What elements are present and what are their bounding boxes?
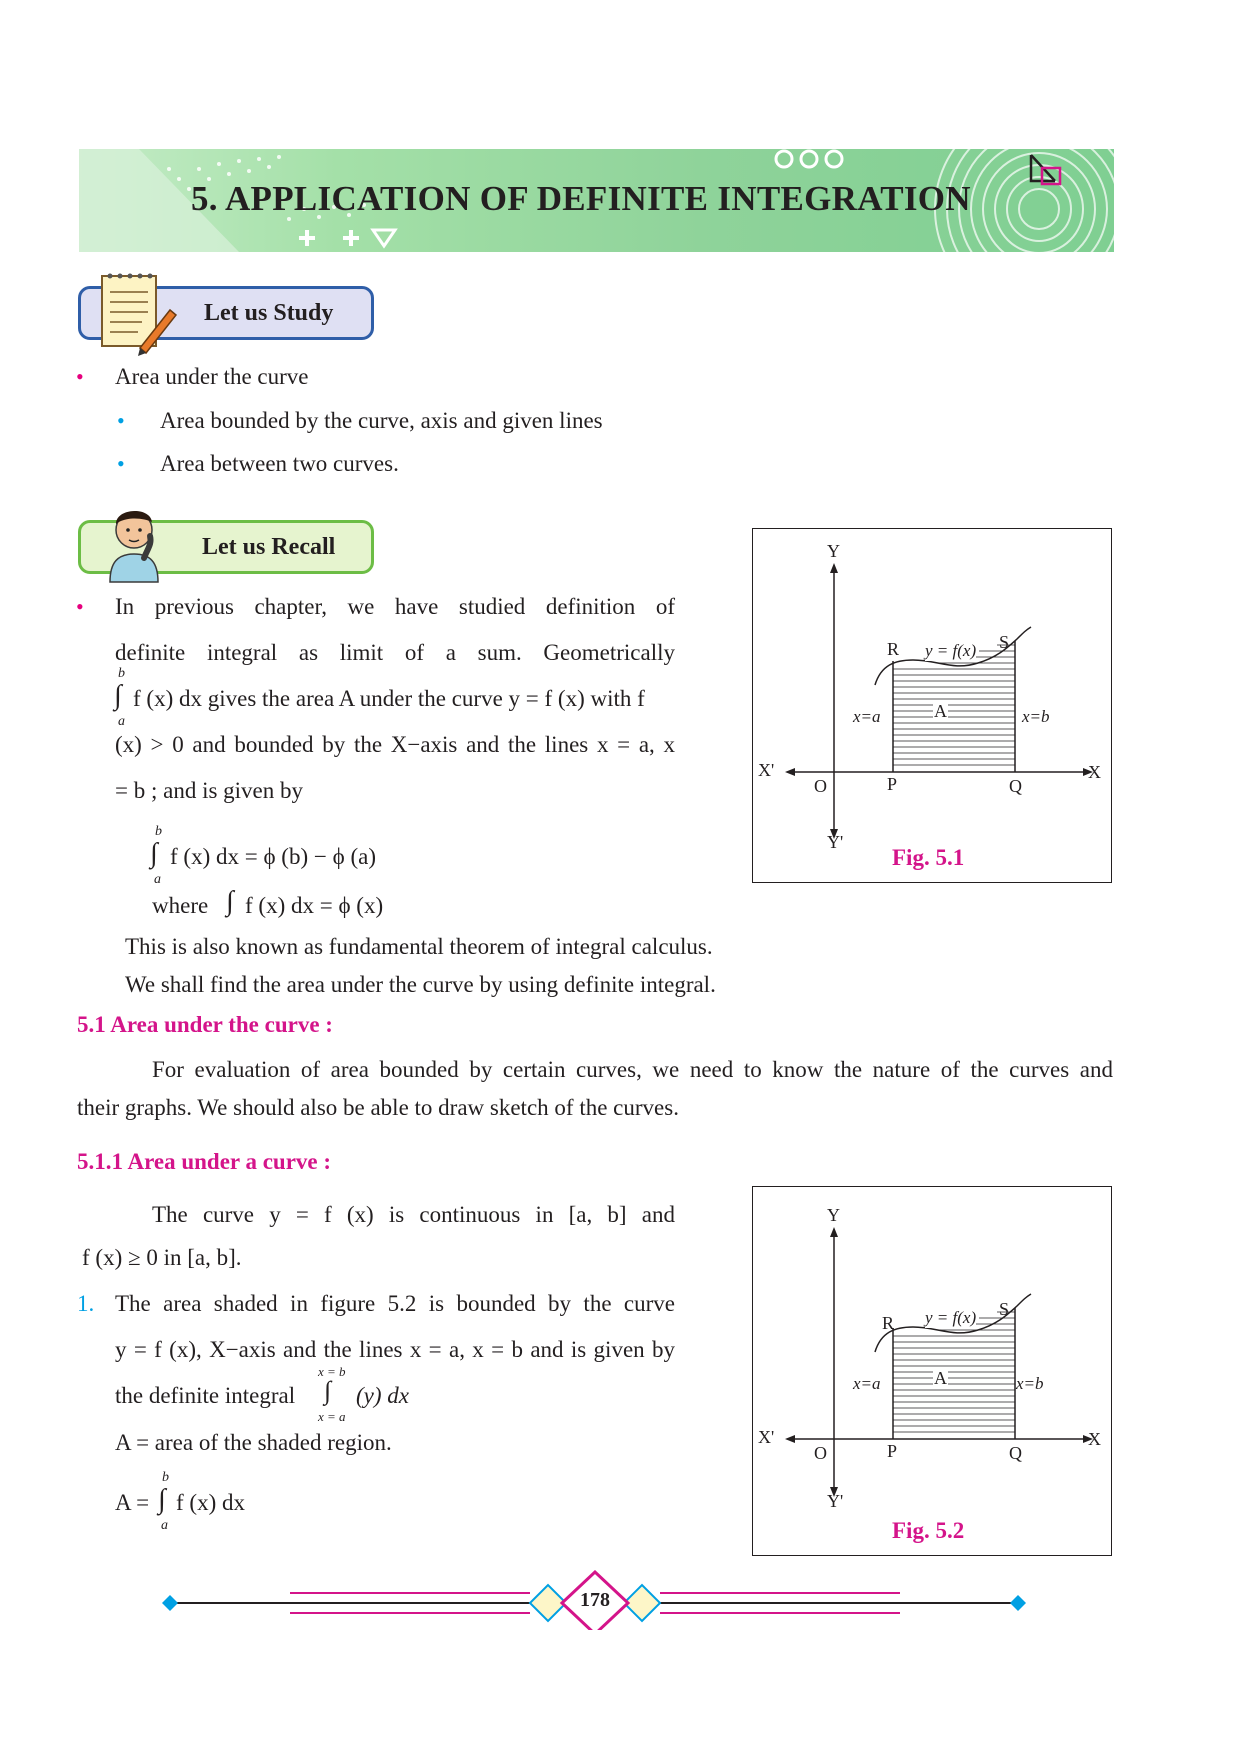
integral-symbol	[148, 824, 168, 890]
area-formula-rhs: f (x) dx	[176, 1490, 245, 1515]
study-item-2: Area bounded by the curve, axis and given lines	[160, 408, 603, 433]
axis-label-y: Y	[827, 1205, 840, 1225]
item-1-line-1: The area shaded in figure 5.2 is bounded by the curve	[115, 1291, 675, 1316]
line-label-x-eq-b: x=b	[1016, 1374, 1044, 1393]
recall-line-4: (x) > 0 and bounded by the X−axis and the lines x = a, x	[115, 732, 675, 757]
notepad-pencil-icon	[98, 270, 178, 360]
figure-caption: Fig. 5.1	[892, 845, 965, 870]
region-label-a: A	[934, 1368, 947, 1388]
formula-ftc: f (x) dx = ϕ (b) − ϕ (a)	[170, 844, 376, 869]
section-5-1-para-2: their graphs. We should also be able to draw sketch of the curves.	[77, 1095, 679, 1120]
axis-label-y: Y	[827, 541, 840, 561]
section-5-1-1-line-1: The curve y = f (x) is continuous in [a, b] and	[152, 1202, 675, 1227]
point-label-r: R	[882, 1313, 895, 1333]
integral-lower-limit: a	[161, 1518, 168, 1533]
page-number: 178	[580, 1589, 610, 1611]
let-us-recall-label: Let us Recall	[202, 534, 336, 560]
bullet: •	[117, 408, 125, 433]
point-label-q: Q	[1009, 776, 1022, 796]
integral-sign: ∫	[226, 886, 234, 917]
axis-label-x-prime: X'	[758, 760, 775, 780]
integral-symbol	[112, 666, 132, 732]
curve-label: y = f(x)	[925, 1308, 977, 1327]
let-us-study-label: Let us Study	[204, 300, 334, 326]
integral-sign: ∫	[324, 1376, 332, 1405]
line-label-x-eq-a: x=a	[853, 1374, 881, 1393]
figure-5-2	[752, 1186, 1112, 1556]
item-1-line-2: y = f (x), X−axis and the lines x = a, x = b and is given by	[115, 1337, 675, 1362]
chapter-banner	[79, 149, 1114, 252]
curve-label: y = f(x)	[925, 641, 977, 660]
axis-label-x: X	[1088, 762, 1101, 782]
region-label-a: A	[934, 701, 947, 721]
integrand: (y) dx	[356, 1383, 409, 1408]
point-label-r: R	[887, 639, 900, 659]
bullet: •	[117, 451, 125, 476]
axis-label-y-prime: Y'	[827, 832, 844, 852]
figure-caption: Fig. 5.2	[892, 1518, 965, 1543]
point-label-s: S	[999, 1299, 1010, 1319]
integral-sign: ∫	[114, 680, 122, 711]
figure-5-1	[752, 528, 1112, 883]
integral-sign: ∫	[158, 1484, 166, 1515]
formula-where: where	[152, 893, 209, 918]
point-label-o: O	[814, 1443, 827, 1463]
axis-label-x-prime: X'	[758, 1427, 775, 1447]
integral-lower-limit: x = a	[318, 1409, 346, 1424]
recall-line-2: definite integral as limit of a sum. Geometrically	[115, 640, 675, 665]
boy-thinking-icon	[104, 500, 164, 584]
formula-antiderivative: f (x) dx = ϕ (x)	[245, 893, 384, 918]
item-1-line-4: A = area of the shaded region.	[115, 1430, 392, 1455]
section-heading-5-1-1: 5.1.1 Area under a curve :	[77, 1149, 332, 1174]
point-label-p: P	[887, 1441, 898, 1461]
integral-symbol	[156, 1470, 176, 1536]
axis-label-x: X	[1088, 1429, 1101, 1449]
item-1-line-3: the definite integral	[115, 1383, 296, 1408]
integral-upper-limit: b	[118, 666, 125, 681]
integral-upper-limit: b	[162, 1470, 169, 1485]
point-label-p: P	[887, 774, 898, 794]
graph-area-under-curve	[753, 529, 1111, 882]
recall-line-1: In previous chapter, we have studied definition of	[115, 594, 675, 619]
list-item-number: 1.	[77, 1291, 95, 1316]
study-item-1: Area under the curve	[115, 364, 309, 389]
integral-upper-limit: b	[155, 824, 162, 839]
area-formula-lhs: A =	[115, 1490, 150, 1515]
axis-label-y-prime: Y'	[827, 1491, 844, 1511]
bullet: •	[76, 364, 84, 389]
point-label-o: O	[814, 776, 827, 796]
section-heading-5-1: 5.1 Area under the curve :	[77, 1012, 333, 1037]
integral-upper-limit: x = b	[318, 1364, 346, 1379]
section-5-1-1-line-2: f (x) ≥ 0 in [a, b].	[82, 1245, 242, 1270]
recall-line-7: We shall find the area under the curve by using definite integral.	[125, 972, 716, 997]
integral-lower-limit: a	[154, 872, 161, 887]
point-label-s: S	[999, 632, 1010, 652]
recall-line-5: = b ; and is given by	[115, 778, 304, 803]
line-label-x-eq-b: x=b	[1022, 707, 1050, 726]
line-label-x-eq-a: x=a	[853, 707, 881, 726]
integral-lower-limit: a	[118, 714, 125, 729]
recall-line-3: f (x) dx gives the area A under the curve y = f (x) with f	[133, 686, 645, 711]
study-item-3: Area between two curves.	[160, 451, 399, 476]
integral-symbol	[316, 1364, 356, 1430]
chapter-title: 5. APPLICATION OF DEFINITE INTEGRATION	[191, 179, 971, 218]
point-label-q: Q	[1009, 1443, 1022, 1463]
bullet: •	[76, 594, 84, 619]
graph-area-under-curve	[753, 1187, 1111, 1555]
integral-sign: ∫	[150, 838, 158, 869]
section-5-1-para-1: For evaluation of area bounded by certain curves, we need to know the nature of the curves and	[152, 1057, 1113, 1082]
recall-line-6: This is also known as fundamental theorem of integral calculus.	[125, 934, 713, 959]
